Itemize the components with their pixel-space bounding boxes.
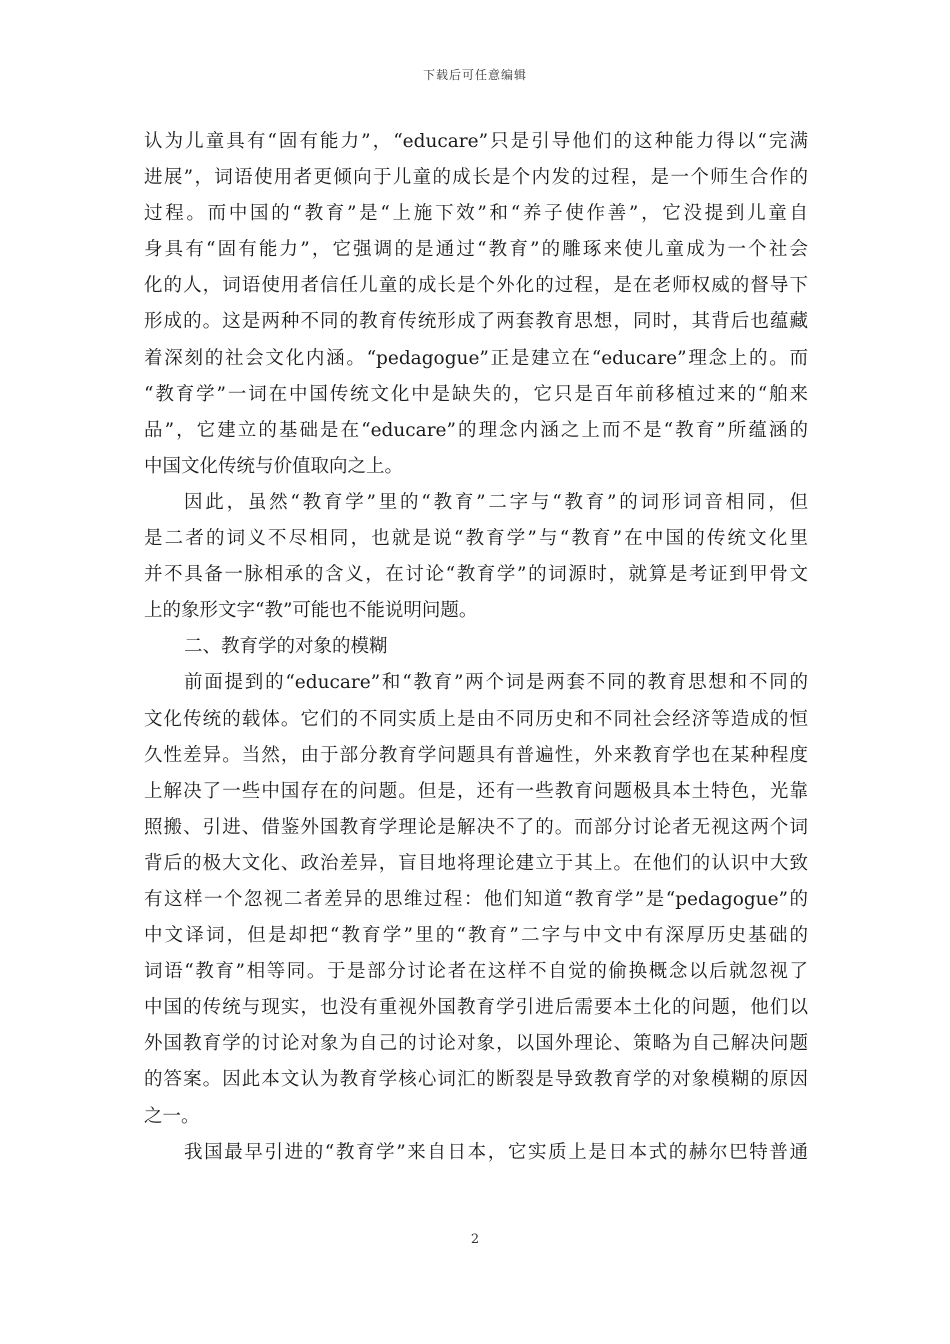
text-line: 中国文化传统与价值取向之上。 (144, 455, 404, 477)
text-line: 是二者的词义不尽相同，也就是说“教育学”与“教育”在中国的传统文化里 (144, 528, 808, 550)
text-line: 因此，虽然“教育学”里的“教育”二字与“教育”的词形词音相同，但 (184, 491, 808, 513)
text-line: 认为儿童具有“固有能力”，“educare”只是引导他们的这种能力得以“完满 (144, 131, 808, 152)
text-line: 身具有“固有能力”，它强调的是通过“教育”的雕琢来使儿童成为一个社会 (144, 239, 808, 261)
paragraph (144, 665, 808, 1134)
text-line: 文化传统的载体。它们的不同实质上是由不同历史和不同社会经济等造成的恒 (144, 708, 808, 730)
text-line: 过程。而中国的“教育”是“上施下效”和“养子使作善”，它没提到儿童自 (144, 203, 808, 225)
text-line: 品”，它建立的基础是在“educare”的理念内涵之上而不是“教育”所蕴涵的 (144, 419, 808, 441)
text-line: 上解决了一些中国存在的问题。但是，还有一些教育问题极具本土特色，光靠 (144, 780, 808, 802)
paragraph (144, 485, 808, 629)
page-header: 下载后可任意编辑 (422, 68, 527, 82)
text-line: 照搬、引进、借鉴外国教育学理论是解决不了的。而部分讨论者无视这两个词 (144, 816, 808, 838)
text-line: 进展”，词语使用者更倾向于儿童的成长是个内发的过程，是一个师生合作的 (144, 167, 808, 189)
text-line: 背后的极大文化、政治差异，盲目地将理论建立于其上。在他们的认识中大致 (144, 852, 808, 874)
paragraph (144, 1135, 808, 1171)
text-line: 形成的。这是两种不同的教育传统形成了两套教育思想，同时，其背后也蕴藏 (144, 311, 808, 333)
text-line: 之一。 (144, 1105, 200, 1127)
text-line: “教育学”一词在中国传统文化中是缺失的，它只是百年前移植过来的“舶来 (144, 383, 808, 405)
text-line: 并不具备一脉相承的含义，在讨论“教育学”的词源时，就算是考证到甲骨文 (144, 564, 808, 586)
paragraph (144, 124, 808, 485)
heading-text: 二、教育学的对象的模糊 (184, 636, 388, 658)
text-line: 中国的传统与现实，也没有重视外国教育学引进后需要本土化的问题，他们以 (144, 997, 808, 1019)
text-line: 久性差异。当然，由于部分教育学问题具有普遍性，外来教育学也在某种程度 (144, 744, 808, 766)
document-body (144, 124, 808, 1171)
section-heading (144, 629, 808, 665)
text-line: 前面提到的“educare”和“教育”两个词是两套不同的教育思想和不同的 (184, 672, 808, 694)
text-line: 上的象形文字“教”可能也不能说明问题。 (144, 600, 478, 622)
text-line: 着深刻的社会文化内涵。“pedagogue”正是建立在“educare”理念上的。而 (144, 347, 808, 369)
text-line: 词语“教育”相等同。于是部分讨论者在这样不自觉的偷换概念以后就忽视了 (144, 961, 808, 983)
text-line: 中文译词，但是却把“教育学”里的“教育”二字与中文中有深厚历史基础的 (144, 925, 808, 947)
text-line: 有这样一个忽视二者差异的思维过程：他们知道“教育学”是“pedagogue”的 (144, 888, 808, 910)
text-line: 我国最早引进的“教育学”来自日本，它实质上是日本式的赫尔巴特普通 (184, 1141, 808, 1163)
text-line: 外国教育学的讨论对象为自己的讨论对象，以国外理论、策略为自己解决问题 (144, 1033, 808, 1055)
text-line: 的答案。因此本文认为教育学核心词汇的断裂是导致教育学的对象模糊的原因 (144, 1069, 808, 1091)
text-line: 化的人，词语使用者信任儿童的成长是个外化的过程，是在老师权威的督导下 (144, 275, 808, 297)
page-number: 2 (470, 1232, 480, 1247)
